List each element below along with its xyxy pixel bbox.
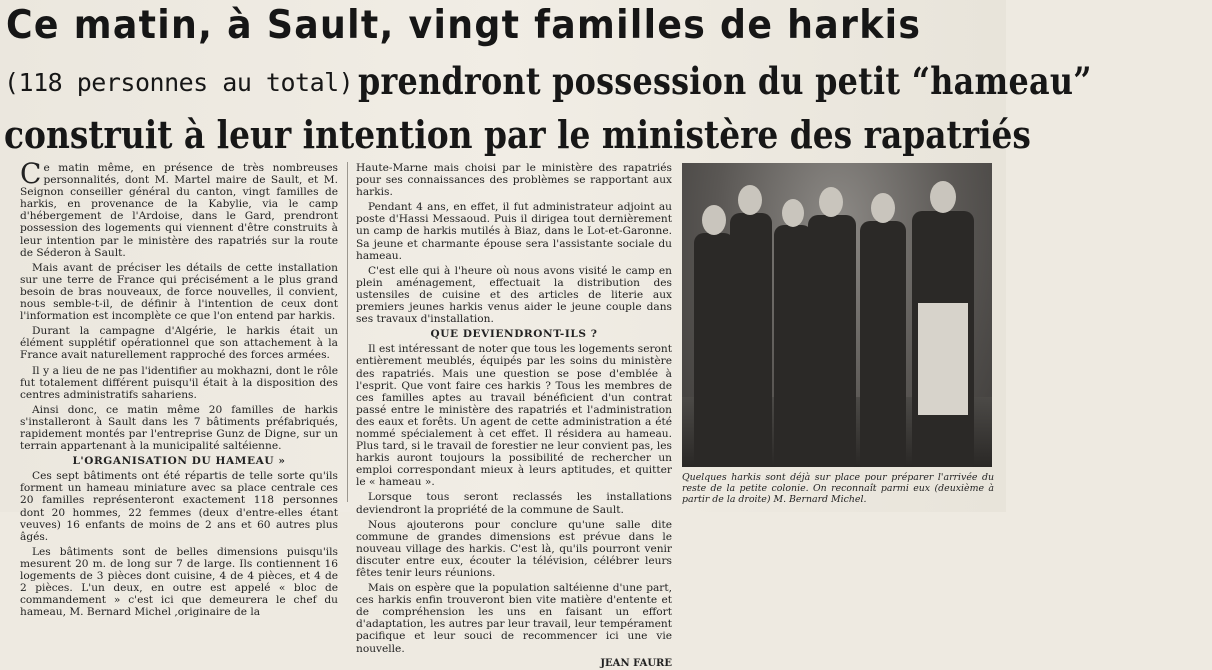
headline-line-2	[4, 55, 1093, 115]
paragraph: Ces sept bâtiments ont été répartis de telle sorte qu'ils forment un hameau miniature avec sa place centrale ces 20 familles représenteront exactement 118 personnes dont 20 hommes, 22 femmes (deux d'entre-elles étant veuves) 16 enfants de moins de 2 ans et 60 autres plus âgés.	[20, 470, 338, 543]
paragraph: Nous ajouterons pour conclure qu'une salle dite commune de grandes dimensions est prévue dans le nouveau village des harkis. C'est là, qu'ils pourront venir discuter entre eux, écouter la télévision, célébrer leurs fêtes tenir leurs réunions.	[356, 518, 672, 579]
paragraph: Durant la campagne d'Algérie, le harkis était un élément supplétif opérationnel que son attachement à la France avait naturellement rapproché des forces armées.	[20, 325, 338, 362]
paragraph: Ainsi donc, ce matin même 20 familles de harkis s'installeront à Sault dans les 7 bâtiments préfabriqués, rapidement montés par l'entreprise Gunz de Digne, sur un terrain appartenant à la municipalité saltéienne.	[20, 403, 338, 453]
author-signature: JEAN FAURE	[600, 657, 672, 669]
photo-caption: Quelques harkis sont déjà sur place pour préparer l'arrivée du reste de la petite colonie. On reconnaît parmi eux (deuxième à partir de la droite) M. Bernard Michel.	[682, 472, 994, 505]
person-head	[738, 185, 762, 215]
group-photo	[682, 163, 992, 467]
paragraph: Mais avant de préciser les détails de cette installation sur une terre de France qui précisément a le plus grand besoin de bras nouveaux, de force nouvelles, il convient, nous semble-t-il, de définir à l'intention de ceux dont l'information est incomplète ce que l'on entend par harkis.	[20, 261, 338, 323]
column-divider	[347, 162, 348, 502]
section-subhead: QUE DEVIENDRONT-ILS ?	[430, 328, 598, 341]
paragraph: Pendant 4 ans, en effet, il fut administrateur adjoint au poste d'Hassi Messaoud. Puis il dirigea tout dernièrement un camp de harkis mutilés à Biaz, dans le Lot-et-Garonne. Sa jeune et charmante épouse sera l'assistante sociale du hameau.	[356, 201, 672, 262]
person-silhouette	[860, 221, 906, 467]
person-trousers	[918, 303, 968, 415]
person-head	[930, 181, 956, 213]
person-head	[702, 205, 726, 235]
section-subhead: L'ORGANISATION DU HAMEAU »	[72, 455, 286, 468]
person-silhouette	[774, 225, 812, 467]
paragraph: Lorsque tous seront reclassés les installations deviendront la propriété de la commune de Sault.	[356, 491, 672, 516]
person-head	[819, 187, 843, 217]
headline-line-3: construit à leur intention par le ministère des rapatriés	[4, 112, 1031, 157]
paragraph: Il est intéressant de noter que tous les logements seront entièrement meublés, équipés par les soins du ministère des rapatriés. Mais une question se pose d'emblée à l'esprit. Que vont faire ces harkis ? Tous les membres de ces familles aptes au travail bénéficient d'un contrat passé entre le ministère des rapatriés et l'administration des eaux et forêts. Un agent de cette administration a été nommé spécialement à cet effet. Il résidera au hameau. Plus tard, si le travail de forestier ne leur convient pas, les harkis auront toujours la possibilité de rechercher un emploi correspondant mieux à leurs aptitudes, et quitter le « hameau ».	[356, 343, 672, 489]
person-silhouette	[730, 213, 772, 467]
headline-line-1: Ce matin, à Sault, vingt familles de harkis	[6, 3, 922, 48]
paragraph: Il y a lieu de ne pas l'identifier au mokhazni, dont le rôle fut totalement différent puisqu'il était à la disposition des centres administratifs sahariens.	[20, 364, 338, 401]
paragraph: Les bâtiments sont de belles dimensions puisqu'ils mesurent 20 m. de long sur 7 de large. Ils contiennent 16 logements de 3 pièces dont cuisine, 4 de 4 pièces, et 4 de 2 pièces. L'un deux, en outre est appelé « bloc de commandement » c'est ici que demeurera le chef du hameau, M. Bernard Michel ,originaire de la	[20, 545, 338, 619]
person-silhouette	[808, 215, 856, 467]
person-head	[782, 199, 804, 227]
drop-cap: C	[20, 157, 42, 190]
article-column-1	[20, 157, 338, 621]
paragraph: C'est elle qui à l'heure où nous avons visité le camp en plein aménagement, effectuait la distribution des ustensiles de cuisine et des articles de literie aux premiers jeunes harkis venus aider le jeune couple dans ses travaux d'installation.	[356, 264, 672, 326]
person-silhouette	[694, 233, 734, 467]
paragraph: e matin même, en présence de très nombreuses personnalités, dont M. Martel maire de Sault, et M. Seignon conseiller général du canton, vingt familles de harkis, en provenance de la Kabylie, via le camp d'hébergement de l'Ardoise, dans le Gard, prendront possession des logements qui viennent d'être construits à leur intention par le ministère des rapatriés sur la route de Séderon à Sault.	[20, 162, 338, 259]
person-head	[871, 193, 895, 223]
paragraph: Haute-Marne mais choisi par le ministère des rapatriés pour ses connaissances des problèmes se rapportant aux harkis.	[356, 162, 672, 199]
article-column-2	[356, 162, 672, 670]
headline-line-2-main: prendront possession du petit “hameau”	[358, 59, 1093, 103]
headline-parenthetical: (118 personnes au total)	[4, 68, 354, 97]
paragraph: Mais on espère que la population saltéienne d'une part, ces harkis enfin trouveront bien vite matière d'entente et de compréhension les uns en faisant un effort d'adaptation, les autres par leur travail, leur tempérament pacifique et leur souci de recommencer ici une vie nouvelle.	[356, 582, 672, 655]
